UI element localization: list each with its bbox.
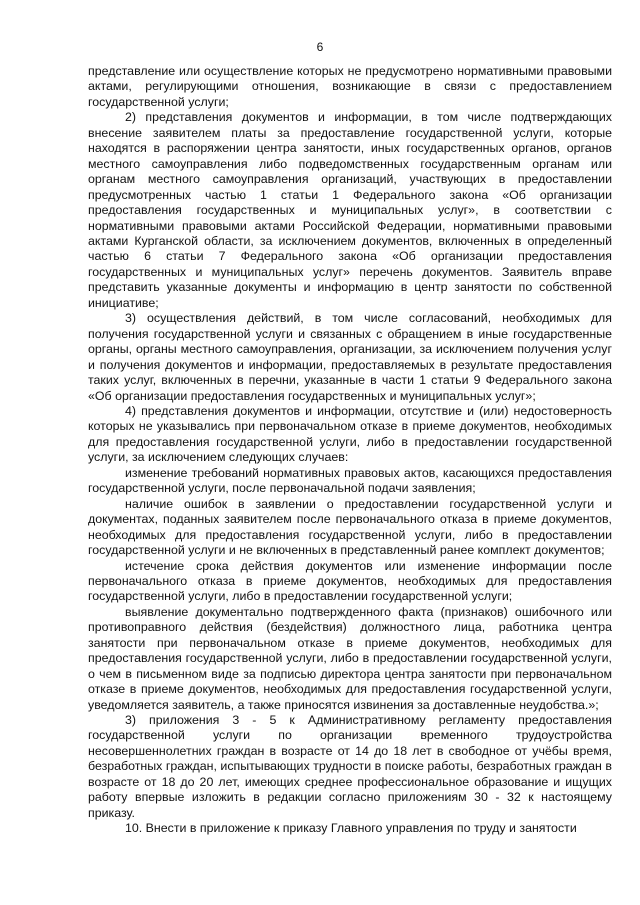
paragraph: изменение требований нормативных правовых актов, касающихся предоставления государственной услуги, после первоначальной подачи заявления; (88, 465, 612, 496)
page-number: 6 (316, 40, 324, 54)
document-body (88, 64, 612, 837)
paragraph: истечение срока действия документов или изменение информации после первоначального отказа в приеме документов, необходимых для предоставления государственной услуги, либо в предоставлении государственной услуги; (88, 558, 612, 604)
paragraph: представление или осуществление которых не предусмотрено нормативными правовыми актами, регулирующими отношения, возникающие в связи с предоставлением государственной услуги; (88, 64, 612, 109)
paragraph: 3) осуществления действий, в том числе согласований, необходимых для получения государственной услуги и связанных с обращением в иные государственные органы, органы местного самоуправления, организации, за исключением получения услуг и получения документов и информации, предоставляемых в результате предоставления таких услуг, включенных в перечни, указанные в части 1 статьи 9 Федерального закона «Об организации предоставления государственных и муниципальных услуг»; (88, 311, 612, 403)
paragraph: выявление документально подтвержденного факта (признаков) ошибочного или противоправного действия (бездействия) должностного лица, работника центра занятости при первоначальном отказе в приеме документов, необходимых для предоставления государственной услуги, либо в предоставлении государственной услуги, о чем в письменном виде за подписью директора центра занятости при первоначальном отказе в приеме документов, необходимых для предоставления государственной услуги, уведомляется заявитель, а также приносятся извинения за доставленные неудобства.»; (88, 604, 612, 712)
paragraph: наличие ошибок в заявлении о предоставлении государственной услуги и документах, поданных заявителем после первоначального отказа в приеме документов, необходимых для предоставления государственной услуги, либо в предоставлении государственной услуги и не включенных в представленный ранее комплект документов; (88, 496, 612, 558)
paragraph: 3) приложения 3 - 5 к Административному регламенту предоставления государственной услуги по организации временного трудоустройства несовершеннолетних граждан в возрасте от 14 до 18 лет в свободное от учёбы время, безработных граждан, испытывающих трудности в поиске работы, безработных граждан в возрасте от 18 до 20 лет, имеющих среднее профессиональное образование и ищущих работу впервые изложить в редакции согласно приложениям 30 - 32 к настоящему приказу. (88, 713, 612, 820)
paragraph: 2) представления документов и информации, в том числе подтверждающих внесение заявителем платы за предоставление государственной услуги, которые находятся в распоряжении центра занятости, иных государственных органов, органов местного самоуправления либо подведомственных государственным органам или органам местного самоуправления организаций, участвующих в предоставлении предусмотренных частью 1 статьи 1 Федерального закона «Об организации предоставления государственных и муниципальных услуг», в соответствии с нормативными правовыми актами Российской Федерации, нормативными правовыми актами Курганской области, за исключением документов, включенных в определенный частью 6 статьи 7 Федерального закона «Об организации предоставления государственных и муниципальных услуг» перечень документов. Заявитель вправе представить указанные документы и информацию в центр занятости по собственной инициативе; (88, 110, 612, 310)
paragraph: 4) представления документов и информации, отсутствие и (или) недостоверность которых не указывались при первоначальном отказе в приеме документов, необходимых для предоставления государственной услуги, либо в предоставлении государственной услуги, за исключением следующих случаев: (88, 403, 612, 465)
paragraph: 10. Внести в приложение к приказу Главного управления по труду и занятости (125, 821, 577, 836)
